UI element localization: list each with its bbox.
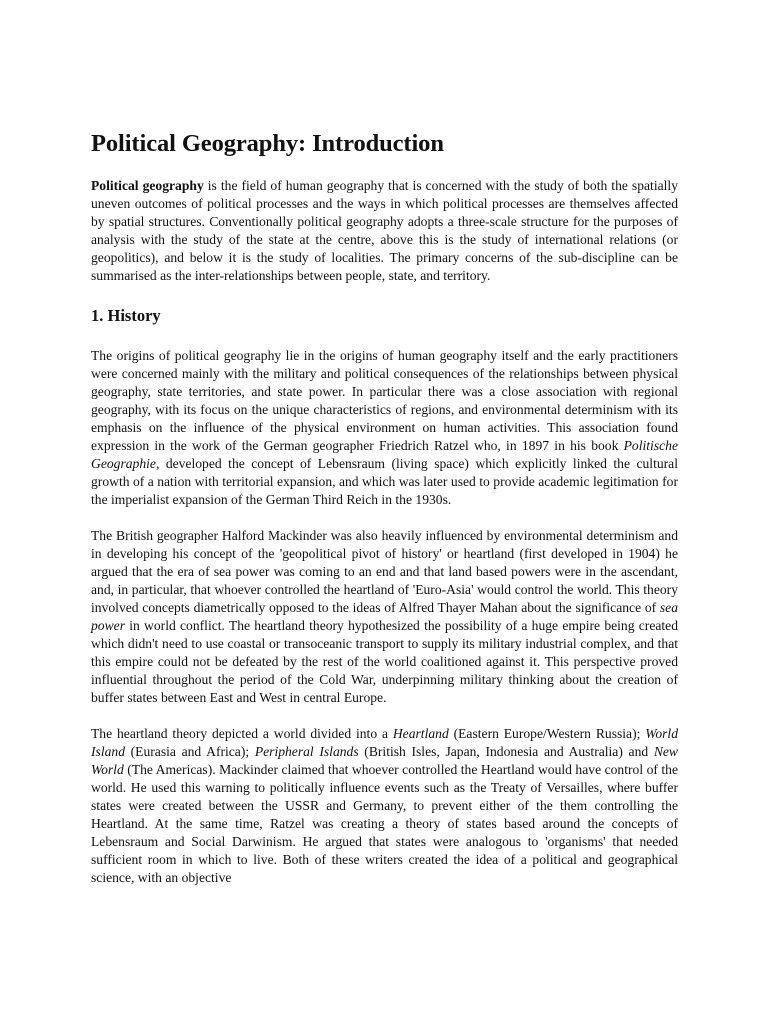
p3-text-b: (Eastern Europe/Western Russia); bbox=[448, 726, 646, 741]
p1-text-b: , developed the concept of Lebensraum (living space) which explicitly linked the cultural growth of a nation with territorial expansion, and which was later used to provide academic legitimation for the imperialist expansion of the German Third Reich in the 1930s. bbox=[91, 456, 678, 507]
intro-text: is the field of human geography that is concerned with the study of both the spatially uneven outcomes of political processes and the ways in which political processes are themselves affected by spatial structures. Conventionally political geography adopts a three-scale structure for the purposes of analysis with the study of the state at the centre, above this is the study of international relations (or geopolitics), and below it is the study of localities. The primary concerns of the sub-discipline can be summarised as the inter-relationships between people, state, and territory. bbox=[91, 178, 678, 283]
p3-term-new-world: New World bbox=[91, 744, 678, 777]
p2-text-b: in world conflict. The heartland theory hypothesized the possibility of a huge empire being created which didn't need to use coastal or transoceanic transport to supply its military industrial complex, and that this empire could not be defeated by the rest of the world coalitioned against it. This perspective proved influential throughout the period of the Cold War, underpinning military thinking about the creation of buffer states between East and West in central Europe. bbox=[91, 618, 678, 705]
section-heading-history: 1. History bbox=[91, 306, 161, 325]
intro-term: Political geography bbox=[91, 178, 204, 193]
p3-term-world-island: World Island bbox=[91, 726, 678, 759]
p3-text-c: (Eurasia and Africa); bbox=[124, 744, 255, 759]
p1-text-a: The origins of political geography lie in the origins of human geography itself and the early practitioners were concerned mainly with the military and political consequences of the relationships between physical geography, state territories, and state power. In particular there was a close association with regional geography, with its focus on the unique characteristics of regions, and environmental determinism with its emphasis on the influence of the physical environment on human activities. This association found expression in the work of the German geographer Friedrich Ratzel who, in 1897 in his book bbox=[91, 348, 678, 453]
p3-term-peripheral-islands: Peripheral Islands bbox=[254, 744, 359, 759]
p3-text-a: The heartland theory depicted a world divided into a bbox=[91, 726, 393, 741]
p3-text-d: (British Isles, Japan, Indonesia and Australia) and bbox=[358, 744, 654, 759]
p2-text-a: The British geographer Halford Mackinder was also heavily influenced by environmental determinism and in developing his concept of the 'geopolitical pivot of history' or heartland (first developed in 1904) he argued that the era of sea power was coming to an end and that land based powers were in the ascendant, and, in particular, that whoever controlled the heartland of 'Euro-Asia' would control the world. This theory involved concepts diametrically opposed to the ideas of Alfred Thayer Mahan about the significance of bbox=[91, 528, 678, 615]
document-body bbox=[91, 128, 678, 887]
page-title: Political Geography: Introduction bbox=[91, 130, 444, 157]
intro-paragraph bbox=[91, 177, 678, 285]
p3-term-heartland: Heartland bbox=[392, 726, 449, 741]
history-paragraph-2 bbox=[91, 527, 678, 707]
history-paragraph-1 bbox=[91, 347, 678, 509]
history-paragraph-3 bbox=[91, 725, 678, 887]
p2-emphasis: sea power bbox=[91, 600, 678, 633]
p1-book-title: Politische Geographie bbox=[91, 438, 678, 471]
p3-text-e: (The Americas). Mackinder claimed that whoever controlled the Heartland would have control of the world. He used this warning to politically influence events such as the Treaty of Versailles, where buffer states were created between the USSR and Germany, to prevent either of the them controlling the Heartland. At the same time, Ratzel was creating a theory of states based around the concepts of Lebensraum and Social Darwinism. He argued that states were analogous to 'organisms' that needed sufficient room in which to live. Both of these writers created the idea of a political and geographical science, with an objective bbox=[91, 762, 678, 885]
